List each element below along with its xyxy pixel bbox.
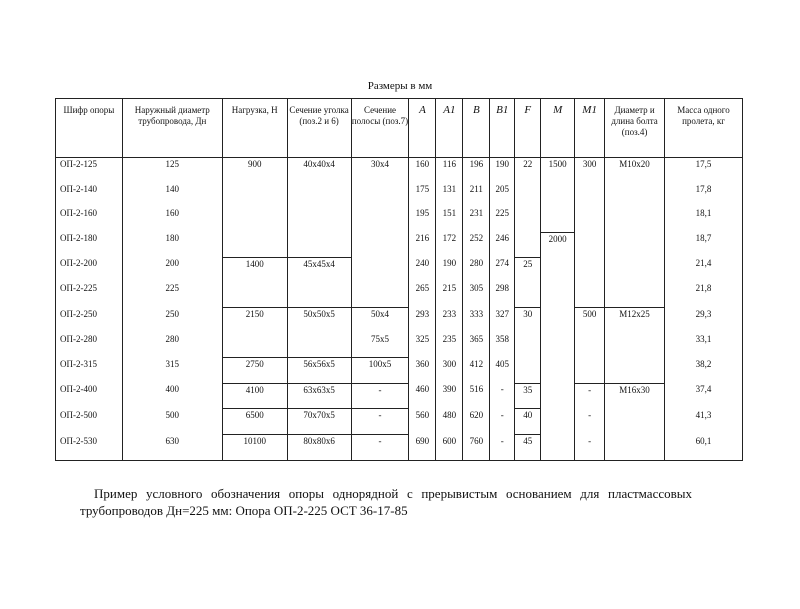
table-cell: - [490, 383, 515, 409]
table-cell: 211 [463, 183, 490, 208]
table-cell: 390 [436, 383, 463, 409]
table-cell: 233 [436, 308, 463, 333]
table-cell: 200 [122, 257, 222, 282]
table-cell: 60,1 [665, 435, 743, 461]
table-cell: 1500 [541, 158, 575, 183]
table-cell [222, 207, 287, 232]
table-row [56, 232, 743, 257]
table-cell [605, 207, 665, 232]
supports-spec-table [55, 98, 743, 461]
designation-example-text: Пример условного обозначения опоры однорядной с прерывистым основанием для пластмассовых трубопроводов Дн=225 мм: Опора ОП-2-225 ОСТ 36-17-85 [80, 486, 692, 518]
table-cell: 252 [463, 232, 490, 257]
table-cell: ОП-2-160 [56, 207, 123, 232]
column-header: B [463, 99, 490, 158]
table-cell: 325 [409, 333, 436, 358]
table-cell: 293 [409, 308, 436, 333]
table-cell: 235 [436, 333, 463, 358]
table-cell: ОП-2-500 [56, 409, 123, 435]
table-cell: 30х4 [351, 158, 409, 183]
table-cell [351, 282, 409, 307]
table-row [56, 333, 743, 358]
table-cell [515, 282, 541, 307]
table-cell: 70х70х5 [287, 409, 351, 435]
table-cell: 50х4 [351, 308, 409, 333]
table-cell: 516 [463, 383, 490, 409]
table-row [56, 409, 743, 435]
table-cell [575, 232, 605, 257]
table-cell: 205 [490, 183, 515, 208]
column-header: A1 [436, 99, 463, 158]
table-cell: 560 [409, 409, 436, 435]
table-cell [575, 257, 605, 282]
table-cell: 196 [463, 158, 490, 183]
table-cell [287, 183, 351, 208]
table-cell [575, 282, 605, 307]
table-cell: 216 [409, 232, 436, 257]
column-header: B1 [490, 99, 515, 158]
table-cell: - [490, 409, 515, 435]
table-cell [605, 257, 665, 282]
table-cell: 225 [122, 282, 222, 307]
table-cell: 18,1 [665, 207, 743, 232]
table-cell: 225 [490, 207, 515, 232]
table-cell [515, 232, 541, 257]
table-cell [287, 333, 351, 358]
table-cell: - [351, 435, 409, 461]
table-cell: 140 [122, 183, 222, 208]
table-cell: 460 [409, 383, 436, 409]
table-cell: 405 [490, 358, 515, 384]
table-cell: 17,8 [665, 183, 743, 208]
table-cell [351, 257, 409, 282]
table-cell [515, 207, 541, 232]
column-header: Масса одного пролета, кг [665, 99, 743, 158]
table-row [56, 435, 743, 461]
table-cell: 315 [122, 358, 222, 384]
table-cell: 600 [436, 435, 463, 461]
table-cell: 10100 [222, 435, 287, 461]
table-cell: 25 [515, 257, 541, 282]
table-cell: 760 [463, 435, 490, 461]
table-cell: 2150 [222, 308, 287, 333]
table-cell: 240 [409, 257, 436, 282]
table-cell: 1400 [222, 257, 287, 282]
table-cell [605, 409, 665, 435]
table-cell: 298 [490, 282, 515, 307]
column-header: M1 [575, 99, 605, 158]
table-cell: 265 [409, 282, 436, 307]
table-cell [605, 232, 665, 257]
table-cell: 358 [490, 333, 515, 358]
table-row [56, 358, 743, 384]
table-cell: 190 [436, 257, 463, 282]
table-cell [541, 282, 575, 307]
table-cell [605, 358, 665, 384]
table-cell: 29,3 [665, 308, 743, 333]
table-cell: М16х30 [605, 383, 665, 409]
table-cell: ОП-2-250 [56, 308, 123, 333]
table-cell: 40 [515, 409, 541, 435]
table-cell: 412 [463, 358, 490, 384]
table-cell: - [351, 409, 409, 435]
table-cell: 280 [463, 257, 490, 282]
table-cell [351, 232, 409, 257]
table-cell: 500 [122, 409, 222, 435]
table-cell: 151 [436, 207, 463, 232]
table-cell: 280 [122, 333, 222, 358]
table-cell: 400 [122, 383, 222, 409]
table-cell [541, 435, 575, 461]
table-cell: 116 [436, 158, 463, 183]
table-cell: ОП-2-140 [56, 183, 123, 208]
table-cell: 40х40х4 [287, 158, 351, 183]
table-cell [287, 207, 351, 232]
table-cell [287, 282, 351, 307]
table-row [56, 282, 743, 307]
table-cell [605, 435, 665, 461]
table-cell: ОП-2-200 [56, 257, 123, 282]
table-cell: 172 [436, 232, 463, 257]
table-cell [222, 232, 287, 257]
table-cell: 63х63х5 [287, 383, 351, 409]
table-cell: 6500 [222, 409, 287, 435]
table-cell: ОП-2-280 [56, 333, 123, 358]
table-cell: 195 [409, 207, 436, 232]
table-cell: ОП-2-400 [56, 383, 123, 409]
table-cell: 190 [490, 158, 515, 183]
table-cell: 18,7 [665, 232, 743, 257]
table-cell [575, 358, 605, 384]
table-cell: 246 [490, 232, 515, 257]
table-cell: 35 [515, 383, 541, 409]
table-cell [605, 282, 665, 307]
table-row [56, 207, 743, 232]
column-header: Шифр опоры [56, 99, 123, 158]
table-cell: 360 [409, 358, 436, 384]
table-cell: 38,2 [665, 358, 743, 384]
table-cell [541, 308, 575, 333]
table-header-row [56, 99, 743, 158]
table-cell [541, 257, 575, 282]
table-cell: 21,8 [665, 282, 743, 307]
column-header: Сечение уголка (поз.2 и 6) [287, 99, 351, 158]
table-cell: 33,1 [665, 333, 743, 358]
table-cell: 30 [515, 308, 541, 333]
table-cell: 75х5 [351, 333, 409, 358]
table-cell [515, 358, 541, 384]
table-cell: 4100 [222, 383, 287, 409]
table-cell: 274 [490, 257, 515, 282]
column-header: Наружный диаметр трубопровода, Дн [122, 99, 222, 158]
table-cell: 620 [463, 409, 490, 435]
table-cell: ОП-2-225 [56, 282, 123, 307]
table-row [56, 308, 743, 333]
table-cell: 630 [122, 435, 222, 461]
table-cell: - [575, 409, 605, 435]
table-cell: 17,5 [665, 158, 743, 183]
table-cell [541, 383, 575, 409]
column-header: Сечение полосы (поз.7) [351, 99, 409, 158]
table-cell [515, 183, 541, 208]
table-cell: 175 [409, 183, 436, 208]
table-cell [541, 207, 575, 232]
table-cell: 22 [515, 158, 541, 183]
table-row [56, 183, 743, 208]
table-cell: 160 [122, 207, 222, 232]
table-cell: 250 [122, 308, 222, 333]
table-cell: 21,4 [665, 257, 743, 282]
table-cell: 131 [436, 183, 463, 208]
table-cell: 690 [409, 435, 436, 461]
table-cell: 45 [515, 435, 541, 461]
table-cell: 41,3 [665, 409, 743, 435]
table-cell: - [351, 383, 409, 409]
table-cell: ОП-2-180 [56, 232, 123, 257]
table-cell: 365 [463, 333, 490, 358]
table-cell: 80х80х6 [287, 435, 351, 461]
table-cell: 900 [222, 158, 287, 183]
table-cell: 300 [575, 158, 605, 183]
dimensions-caption: Размеры в мм [367, 80, 433, 92]
table-cell [541, 333, 575, 358]
table-cell: ОП-2-315 [56, 358, 123, 384]
table-cell: - [575, 383, 605, 409]
table-cell [541, 358, 575, 384]
table-cell [575, 183, 605, 208]
table-cell [541, 183, 575, 208]
column-header: F [515, 99, 541, 158]
table-cell: ОП-2-125 [56, 158, 123, 183]
table-cell: М12х25 [605, 308, 665, 333]
column-header: Нагрузка, Н [222, 99, 287, 158]
table-cell [605, 183, 665, 208]
table-cell: М10х20 [605, 158, 665, 183]
table-cell [575, 333, 605, 358]
column-header: Диаметр и длина болта (поз.4) [605, 99, 665, 158]
table-cell: 37,4 [665, 383, 743, 409]
table-cell [351, 183, 409, 208]
table-cell: 305 [463, 282, 490, 307]
table-cell [605, 333, 665, 358]
table-cell [575, 207, 605, 232]
table-cell [351, 207, 409, 232]
table-cell: 45х45х4 [287, 257, 351, 282]
table-cell: 160 [409, 158, 436, 183]
table-cell [222, 282, 287, 307]
table-row [56, 257, 743, 282]
table-cell: 125 [122, 158, 222, 183]
table-cell: 333 [463, 308, 490, 333]
column-header: A [409, 99, 436, 158]
table-cell: 180 [122, 232, 222, 257]
table-cell: 56х56х5 [287, 358, 351, 384]
table-cell: 327 [490, 308, 515, 333]
table-cell: ОП-2-530 [56, 435, 123, 461]
table-cell: 300 [436, 358, 463, 384]
table-cell: 480 [436, 409, 463, 435]
table-cell: 2750 [222, 358, 287, 384]
table-cell [541, 409, 575, 435]
table-cell: 215 [436, 282, 463, 307]
table-cell: 50х50х5 [287, 308, 351, 333]
table-cell [222, 333, 287, 358]
table-cell: - [490, 435, 515, 461]
table-cell: 231 [463, 207, 490, 232]
table-cell: 2000 [541, 232, 575, 257]
table-cell [287, 232, 351, 257]
table-row [56, 383, 743, 409]
table-cell: 500 [575, 308, 605, 333]
table-cell [515, 333, 541, 358]
table-cell [222, 183, 287, 208]
column-header: M [541, 99, 575, 158]
table-row [56, 158, 743, 183]
table-cell: 100х5 [351, 358, 409, 384]
table-cell: - [575, 435, 605, 461]
